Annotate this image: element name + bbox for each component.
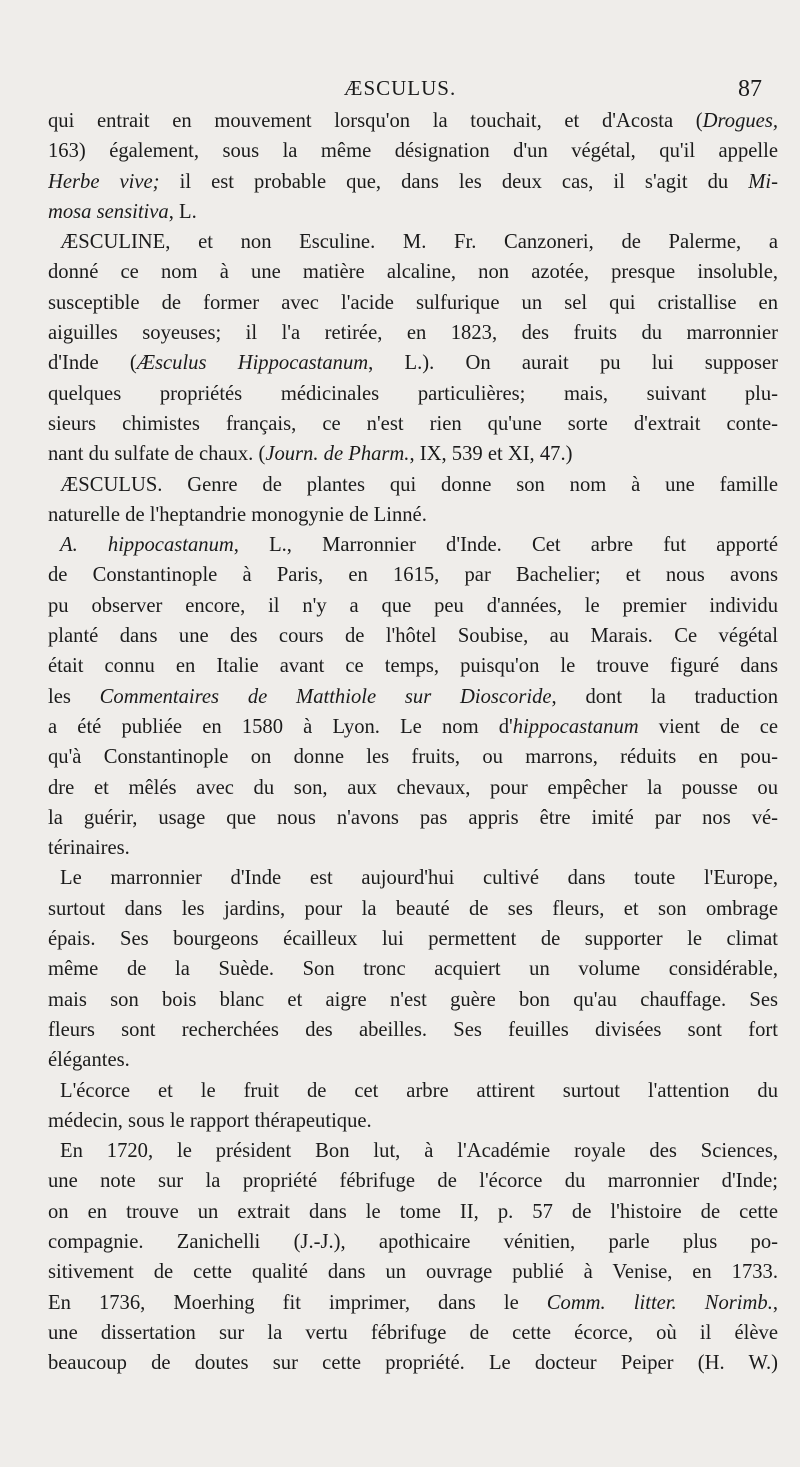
- text-span: Le marronnier d'Inde est aujourd'hui cultivé dans toute l'Europe,: [60, 867, 778, 890]
- text-span: térinaires.: [48, 837, 130, 860]
- text-span: était connu en Italie avant ce temps, puisqu'on le trouve figuré dans: [48, 655, 778, 678]
- text-line: [48, 197, 778, 227]
- text-line: [48, 1166, 778, 1196]
- text-line: [48, 530, 778, 560]
- italic-text: Journ. de Pharm.: [265, 443, 410, 466]
- page-number: 87: [738, 76, 762, 102]
- text-span: ÆSCULINE, et non Esculine. M. Fr. Canzoneri, de Palerme, a: [60, 231, 778, 254]
- text-span: fleurs sont recherchées des abeilles. Ses feuilles divisées sont fort: [48, 1018, 778, 1041]
- text-span: ÆSCULUS. Genre de plantes qui donne son nom à une famille: [60, 473, 778, 496]
- text-line: [48, 924, 778, 954]
- text-line: [48, 1015, 778, 1045]
- text-line: [48, 106, 778, 136]
- text-line: [48, 863, 778, 893]
- text-line: [48, 136, 778, 166]
- text-line: [48, 1106, 778, 1136]
- text-line: [48, 591, 778, 621]
- text-line: [48, 409, 778, 439]
- text-span: sieurs chimistes français, ce n'est rien qu'une sorte d'extrait conte-: [48, 412, 778, 435]
- italic-text: Æsculus Hippocastanum: [136, 352, 369, 375]
- text-line: [48, 560, 778, 590]
- text-line: [48, 1136, 778, 1166]
- text-span: sitivement de cette qualité dans un ouvrage publié à Venise, en 1733.: [48, 1261, 778, 1284]
- text-span: naturelle de l'heptandrie monogynie de Linné.: [48, 503, 427, 526]
- italic-text: Drogues,: [702, 110, 778, 132]
- running-header: [0, 76, 800, 106]
- text-line: [48, 1076, 778, 1106]
- text-span: planté dans une des cours de l'hôtel Soubise, au Marais. Ce végétal: [48, 625, 778, 648]
- text-span: , L., Marronnier d'Inde. Cet arbre fut apporté: [233, 534, 778, 557]
- text-line: [48, 742, 778, 772]
- text-line: [48, 894, 778, 924]
- text-span: la guérir, usage que nous n'avons pas appris être imité par nos vé-: [48, 806, 778, 829]
- italic-text: Herbe vive;: [48, 170, 160, 193]
- text-span: une note sur la propriété fébrifuge de l'écorce du marronnier d'Inde;: [48, 1170, 778, 1193]
- text-span: dre et mêlés avec du son, aux chevaux, pour empêcher la pousse ou: [48, 776, 778, 799]
- text-span: , L.: [168, 200, 197, 223]
- text-line: [48, 470, 778, 500]
- text-line: [48, 500, 778, 530]
- text-line: [48, 954, 778, 984]
- text-span: épais. Ses bourgeons écailleux lui permettent de supporter le climat: [48, 928, 778, 951]
- text-line: [48, 773, 778, 803]
- text-span: d'Inde (: [48, 352, 137, 375]
- text-span: même de la Suède. Son tronc acquiert un volume considérable,: [48, 958, 778, 981]
- running-title: ÆSCULUS.: [343, 76, 457, 100]
- text-line: [48, 1288, 778, 1318]
- italic-text: Mi-: [748, 170, 778, 193]
- text-span: beaucoup de doutes sur cette propriété. Le docteur Peiper (H. W.): [48, 1352, 778, 1375]
- text-line: [48, 651, 778, 681]
- text-span: de Constantinople à Paris, en 1615, par Bachelier; et nous avons: [48, 564, 778, 587]
- text-span: les: [48, 685, 100, 708]
- text-span: donné ce nom à une matière alcaline, non azotée, presque insoluble,: [48, 261, 778, 284]
- text-span: surtout dans les jardins, pour la beauté de ses fleurs, et son ombrage: [48, 897, 778, 920]
- text-span: susceptible de former avec l'acide sulfurique un sel qui cristallise en: [48, 291, 778, 314]
- text-line: [48, 288, 778, 318]
- text-span: qui entrait en mouvement lorsqu'on la touchait, et d'Acosta (: [48, 110, 703, 132]
- text-span: ,: [772, 1291, 778, 1314]
- text-line: [48, 985, 778, 1015]
- text-span: , L.). On aurait pu lui supposer: [368, 352, 778, 375]
- text-line: [48, 1257, 778, 1287]
- text-span: pu observer encore, il n'y a que peu d'années, le premier individu: [48, 594, 778, 617]
- text-line: [48, 318, 778, 348]
- text-span: on en trouve un extrait dans le tome II, p. 57 de l'histoire de cette: [48, 1200, 778, 1223]
- text-line: [48, 1045, 778, 1075]
- text-line: [48, 227, 778, 257]
- text-span: En 1736, Moerhing fit imprimer, dans le: [48, 1291, 547, 1314]
- text-line: [48, 379, 778, 409]
- body-text: [48, 106, 778, 1378]
- text-span: L'écorce et le fruit de cet arbre attirent surtout l'attention du: [60, 1079, 778, 1102]
- text-span: En 1720, le président Bon lut, à l'Académie royale des Sciences,: [60, 1140, 778, 1163]
- text-line: [48, 167, 778, 197]
- italic-text: A. hippocastanum: [60, 534, 234, 557]
- text-line: [48, 1318, 778, 1348]
- text-span: une dissertation sur la vertu fébrifuge de cette écorce, où il élève: [48, 1321, 778, 1344]
- text-span: il est probable que, dans les deux cas, il s'agit du: [159, 170, 749, 193]
- text-line: [48, 833, 778, 863]
- text-span: médecin, sous le rapport thérapeutique.: [48, 1109, 372, 1132]
- italic-text: mosa sensitiva: [48, 200, 169, 223]
- text-span: , IX, 539 et XI, 47.): [409, 443, 573, 466]
- text-span: qu'à Constantinople on donne les fruits, ou marrons, réduits en pou-: [48, 746, 778, 769]
- text-span: mais son bois blanc et aigre n'est guère bon qu'au chauffage. Ses: [48, 988, 778, 1011]
- text-span: , dont la traduction: [551, 685, 778, 708]
- text-span: a été publiée en 1580 à Lyon. Le nom d': [48, 715, 513, 738]
- text-line: [48, 1227, 778, 1257]
- text-line: [48, 803, 778, 833]
- text-span: quelques propriétés médicinales particulières; mais, suivant plu-: [48, 382, 778, 405]
- text-line: [48, 1197, 778, 1227]
- text-span: vient de ce: [638, 715, 778, 738]
- italic-text: hippocastanum: [512, 715, 639, 738]
- italic-text: Commentaires de Matthiole sur Dioscoride: [99, 685, 552, 708]
- text-line: [48, 348, 778, 378]
- text-line: [48, 682, 778, 712]
- text-line: [48, 257, 778, 287]
- text-span: aiguilles soyeuses; il l'a retirée, en 1823, des fruits du marronnier: [48, 322, 778, 345]
- text-span: 163) également, sous la même désignation d'un végétal, qu'il appelle: [48, 140, 778, 163]
- text-line: [48, 712, 778, 742]
- italic-text: Comm. litter. Norimb.: [546, 1291, 773, 1314]
- text-span: nant du sulfate de chaux. (: [48, 443, 266, 466]
- text-line: [48, 439, 778, 469]
- text-line: [48, 621, 778, 651]
- text-line: [48, 1348, 778, 1378]
- text-span: compagnie. Zanichelli (J.-J.), apothicaire vénitien, parle plus po-: [48, 1230, 778, 1253]
- text-span: élégantes.: [48, 1049, 130, 1072]
